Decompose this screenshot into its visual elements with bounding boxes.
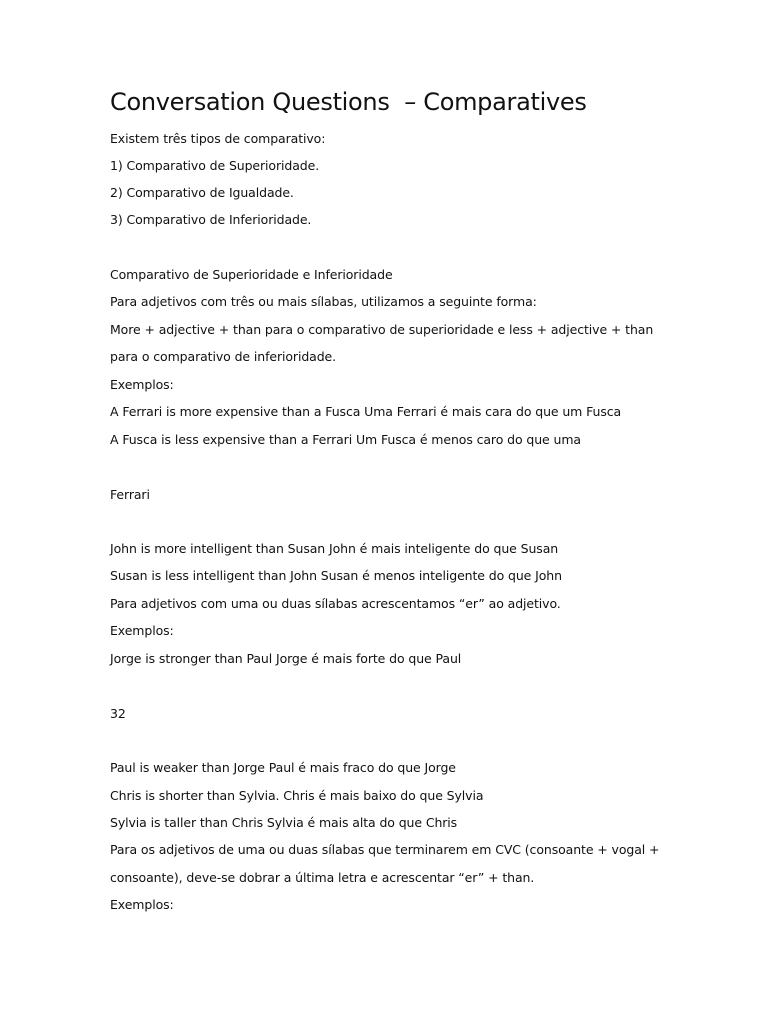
text-line: Exemplos: bbox=[110, 377, 174, 392]
text-line: Para adjetivos com três ou mais sílabas, utilizamos a seguinte forma: bbox=[110, 294, 537, 309]
text-line: Exemplos: bbox=[110, 897, 174, 912]
example-line: Chris is shorter than Sylvia. Chris é mais baixo do que Sylvia bbox=[110, 788, 484, 803]
text-line: Para os adjetivos de uma ou duas sílabas que terminarem em CVC (consoante + vogal + bbox=[110, 842, 660, 857]
text-line: para o comparativo de inferioridade. bbox=[110, 349, 337, 364]
text-line: 2) Comparativo de Igualdade. bbox=[110, 185, 294, 200]
example-line: Jorge is stronger than Paul Jorge é mais forte do que Paul bbox=[110, 651, 462, 666]
example-line: Sylvia is taller than Chris Sylvia é mais alta do que Chris bbox=[110, 815, 458, 830]
text-line: More + adjective + than para o comparativo de superioridade e less + adjective + than bbox=[110, 322, 654, 337]
example-line: Ferrari bbox=[110, 487, 150, 502]
example-line: Susan is less intelligent than John Susan é menos inteligente do que John bbox=[110, 568, 562, 583]
example-line: A Fusca is less expensive than a Ferrari Um Fusca é menos caro do que uma bbox=[110, 432, 581, 447]
text-line: 3) Comparativo de Inferioridade. bbox=[110, 212, 312, 227]
page-number: 32 bbox=[110, 706, 126, 721]
example-line: Paul is weaker than Jorge Paul é mais fraco do que Jorge bbox=[110, 760, 456, 775]
section-heading: Comparativo de Superioridade e Inferioridade bbox=[110, 267, 393, 282]
text-line: consoante), deve-se dobrar a última letra e acrescentar “er” + than. bbox=[110, 870, 535, 885]
text-line: Existem três tipos de comparativo: bbox=[110, 131, 326, 146]
text-line: Para adjetivos com uma ou duas sílabas acrescentamos “er” ao adjetivo. bbox=[110, 596, 561, 611]
example-line: A Ferrari is more expensive than a Fusca Uma Ferrari é mais cara do que um Fusca bbox=[110, 404, 622, 419]
text-line: 1) Comparativo de Superioridade. bbox=[110, 158, 320, 173]
document-title: Conversation Questions – Comparatives bbox=[110, 88, 587, 116]
text-line: Exemplos: bbox=[110, 623, 174, 638]
example-line: John is more intelligent than Susan John é mais inteligente do que Susan bbox=[110, 541, 559, 556]
